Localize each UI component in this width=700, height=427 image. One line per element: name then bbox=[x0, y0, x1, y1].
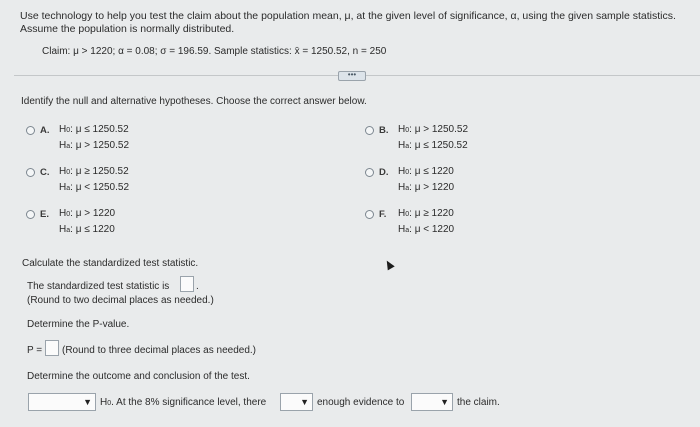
claim-text: μ > 1220; α = 0.08; σ = 196.59. Sample statistics: x̄ = 1250.52, n = 250 bbox=[73, 46, 387, 57]
option-radio-4[interactable] bbox=[26, 210, 35, 219]
evidence-dropdown[interactable] bbox=[280, 393, 313, 411]
option-letter: C. bbox=[40, 167, 50, 178]
question-conclusion: Determine the outcome and conclusion of the test. bbox=[27, 371, 250, 382]
alternative-hypothesis: Ha: μ < 1220 bbox=[398, 224, 455, 235]
conclusion-middle: . At the 8% significance level, there bbox=[111, 397, 267, 408]
chevron-down-icon: ▼ bbox=[83, 397, 92, 407]
option-letter: B. bbox=[379, 125, 389, 136]
option-radio-2[interactable] bbox=[26, 168, 35, 177]
question-test-statistic: Calculate the standardized test statistic. bbox=[22, 258, 199, 269]
instructions-line-2: Assume the population is normally distributed. bbox=[20, 23, 235, 35]
p-value-label: P = bbox=[27, 345, 43, 356]
option-letter: F. bbox=[379, 209, 387, 220]
claim-end-text: the claim. bbox=[457, 397, 500, 408]
alternative-hypothesis: Ha: μ ≤ 1250.52 bbox=[398, 140, 468, 151]
question-hypotheses: Identify the null and alternative hypotheses. Choose the correct answer below. bbox=[21, 96, 367, 107]
test-statistic-label: The standardized test statistic is bbox=[27, 281, 170, 292]
option-radio-5[interactable] bbox=[365, 210, 374, 219]
option-radio-3[interactable] bbox=[365, 168, 374, 177]
period: . bbox=[196, 281, 199, 292]
option-letter: D. bbox=[379, 167, 389, 178]
outcome-dropdown[interactable] bbox=[28, 393, 96, 411]
test-statistic-input[interactable] bbox=[180, 276, 194, 292]
option-letter: E. bbox=[40, 209, 49, 220]
h0-subscript: 0 bbox=[107, 400, 112, 407]
claim-action-dropdown[interactable] bbox=[411, 393, 453, 411]
test-statistic-hint: (Round to two decimal places as needed.) bbox=[27, 295, 214, 306]
alternative-hypothesis: Ha: μ > 1220 bbox=[398, 182, 455, 193]
expand-button[interactable]: ••• bbox=[338, 71, 366, 81]
mouse-cursor-icon bbox=[383, 259, 394, 271]
option-letter: A. bbox=[40, 125, 50, 136]
null-hypothesis: H0: μ ≤ 1220 bbox=[398, 166, 454, 177]
null-hypothesis: H0: μ > 1220 bbox=[59, 208, 116, 219]
option-radio-0[interactable] bbox=[26, 126, 35, 135]
h0-label: H bbox=[100, 397, 108, 408]
chevron-down-icon: ▼ bbox=[300, 397, 309, 407]
alternative-hypothesis: Ha: μ ≤ 1220 bbox=[59, 224, 115, 235]
p-value-hint: (Round to three decimal places as needed.) bbox=[62, 345, 257, 356]
evidence-text: enough evidence to bbox=[317, 397, 405, 408]
instructions-line-1: Use technology to help you test the claim about the population mean, μ, at the given level of significance, α, using the given sample statistics. bbox=[20, 10, 676, 22]
alternative-hypothesis: Ha: μ < 1250.52 bbox=[59, 182, 130, 193]
conclusion-text bbox=[100, 397, 266, 408]
chevron-down-icon: ▼ bbox=[440, 397, 449, 407]
null-hypothesis: H0: μ ≥ 1220 bbox=[398, 208, 454, 219]
null-hypothesis: H0: μ ≥ 1250.52 bbox=[59, 166, 129, 177]
claim-label: Claim: bbox=[42, 46, 71, 57]
alternative-hypothesis: Ha: μ > 1250.52 bbox=[59, 140, 130, 151]
option-radio-1[interactable] bbox=[365, 126, 374, 135]
null-hypothesis: H0: μ > 1250.52 bbox=[398, 124, 469, 135]
p-value-input[interactable] bbox=[45, 340, 59, 356]
null-hypothesis: H0: μ ≤ 1250.52 bbox=[59, 124, 129, 135]
claim-line bbox=[42, 46, 386, 57]
question-p-value: Determine the P-value. bbox=[27, 319, 130, 330]
